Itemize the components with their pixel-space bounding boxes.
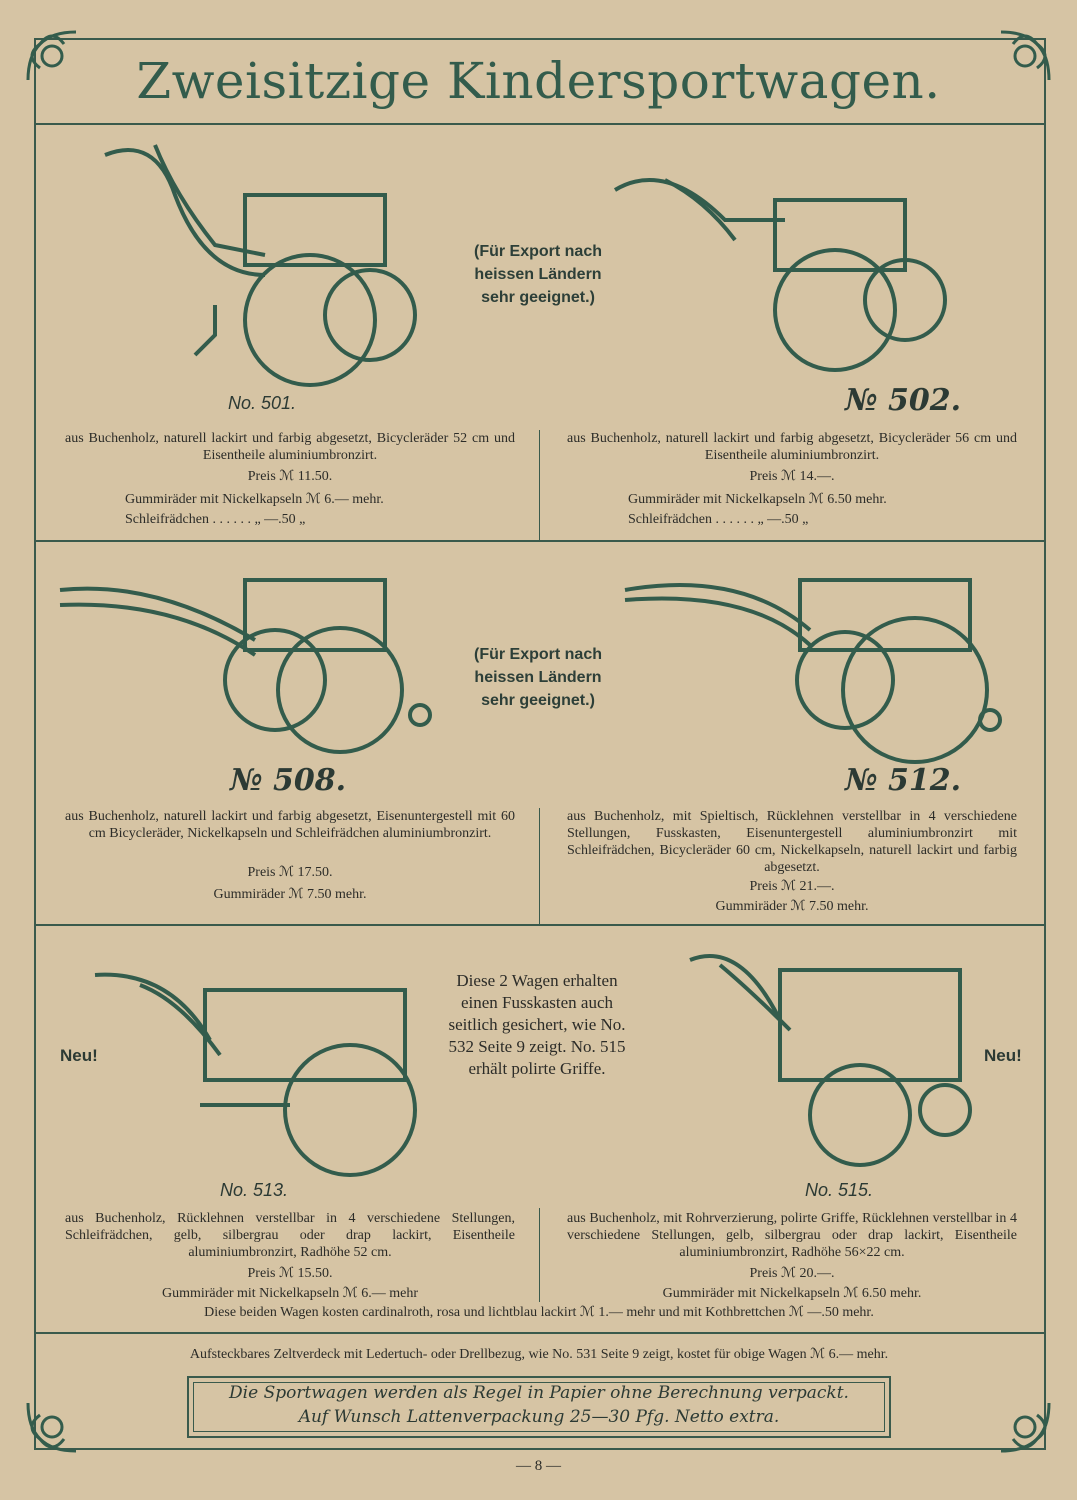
footrest-note: Diese 2 Wagen erhalten einen Fusskasten auch seitlich gesichert, wie No. 532 Seite 9 zeigt. No. 515 erhält polirte Griffe. — [448, 971, 626, 1078]
product-description: aus Buchenholz, mit Spieltisch, Rücklehnen verstellbar in 4 verschiedene Stellungen, Fusskasten, Eisenuntergestell aluminiumbronzirt mit Schleifrädchen, Bicycleräder 60 cm, Nickelkapseln, naturell lackirt und farbig abgesetzt. — [567, 809, 1017, 875]
stroller-512-illustration — [620, 560, 1010, 770]
packing-box — [187, 1376, 891, 1438]
export-note-line: (Für Export nach — [473, 646, 602, 663]
product-description: aus Buchenholz, mit Rohrverzierung, polirte Griffe, Rücklehnen verstellbar in 4 verschiedene Stellungen, gelb, silbergrau oder drap lackirt, Eisentheile aluminiumbronzirt, Radhöhe 56×22 cm. — [567, 1211, 1017, 1260]
divider — [539, 1208, 540, 1302]
product-label: No. 515. — [805, 1180, 874, 1200]
product-label: No. 513. — [220, 1180, 289, 1200]
page-number: — 8 — — [516, 1458, 561, 1474]
product-extra: Gummiräder mit Nickelkapseln ℳ 6.— mehr. — [125, 492, 384, 507]
stroller-501-illustration — [95, 135, 425, 390]
export-note-line: sehr geeignet.) — [481, 692, 595, 709]
product-extra: Schleifrädchen . . . . . . „ —.50 „ — [628, 512, 809, 527]
product-extra: Gummiräder mit Nickelkapseln ℳ 6.— mehr — [161, 1286, 419, 1301]
ornament-icon — [993, 1395, 1057, 1459]
stroller-508-illustration — [55, 560, 455, 760]
packing-line: Auf Wunsch Lattenverpackung 25—30 Pfg. Netto extra. — [298, 1407, 780, 1427]
product-description: aus Buchenholz, naturell lackirt und farbig abgesetzt, Bicycleräder 56 cm und Eisentheile aluminiumbronzirt. — [567, 431, 1017, 463]
divider — [539, 808, 540, 924]
product-label: № 502. — [845, 383, 962, 418]
stroller-515-illustration — [680, 940, 980, 1170]
divider — [34, 540, 1044, 542]
product-label: № 508. — [230, 763, 347, 798]
product-description: aus Buchenholz, Rücklehnen verstellbar in 4 verschiedene Stellungen, Schleifrädchen, gelb, silbergrau oder drap lackirt, Eisentheile aluminiumbronzirt, Radhöhe 52 cm. — [65, 1211, 515, 1260]
product-description: aus Buchenholz, naturell lackirt und farbig abgesetzt, Bicycleräder 52 cm und Eisentheile aluminiumbronzirt. — [65, 431, 515, 463]
product-price: Preis ℳ 20.—. — [749, 1266, 835, 1281]
divider — [34, 1332, 1044, 1334]
export-note — [450, 643, 626, 712]
product-price: Preis ℳ 15.50. — [247, 1266, 333, 1281]
product-price: Preis ℳ 11.50. — [247, 469, 333, 484]
export-note-line: sehr geeignet.) — [481, 289, 595, 306]
packing-line: Die Sportwagen werden als Regel in Papier ohne Berechnung verpackt. — [229, 1383, 849, 1403]
product-extra: Gummiräder ℳ 7.50 mehr. — [213, 887, 367, 902]
product-extra: Gummiräder mit Nickelkapseln ℳ 6.50 mehr. — [628, 492, 887, 507]
divider — [34, 123, 1044, 125]
product-price: Preis ℳ 14.—. — [749, 469, 835, 484]
divider — [539, 430, 540, 540]
new-badge: Neu! — [60, 1046, 98, 1065]
stroller-513-illustration — [90, 960, 450, 1180]
canopy-note: Aufsteckbares Zeltverdeck mit Ledertuch- oder Drellbezug, wie No. 531 Seite 9 zeigt, kostet für obige Wagen ℳ 6.— mehr. — [189, 1347, 889, 1362]
product-price: Preis ℳ 21.—. — [749, 879, 835, 894]
product-extra: Gummiräder ℳ 7.50 mehr. — [715, 899, 869, 914]
export-note-line: (Für Export nach — [473, 243, 602, 260]
export-note — [450, 240, 626, 309]
product-label: № 512. — [845, 763, 962, 798]
new-badge: Neu! — [984, 1046, 1022, 1065]
page-title: Zweisitzige Kindersportwagen. — [136, 52, 941, 110]
product-label: No. 501. — [228, 393, 297, 413]
colors-note: Diese beiden Wagen kosten cardinalroth, rosa und lichtblau lackirt ℳ 1.— mehr und mit Kothbrettchen ℳ —.50 mehr. — [204, 1305, 874, 1320]
divider — [34, 924, 1044, 926]
ornament-icon — [20, 1395, 84, 1459]
export-note-line: heissen Ländern — [474, 266, 602, 283]
product-description: aus Buchenholz, naturell lackirt und farbig abgesetzt, Eisenuntergestell mit 60 cm Bicycleräder, Nickelkapseln und Schleifrädchen aluminiumbronzirt. — [65, 809, 515, 841]
product-price: Preis ℳ 17.50. — [247, 865, 333, 880]
stroller-502-illustration — [605, 160, 965, 375]
export-note-line: heissen Ländern — [474, 669, 602, 686]
product-extra: Schleifrädchen . . . . . . „ —.50 „ — [125, 512, 306, 527]
product-extra: Gummiräder mit Nickelkapseln ℳ 6.50 mehr. — [662, 1286, 922, 1301]
